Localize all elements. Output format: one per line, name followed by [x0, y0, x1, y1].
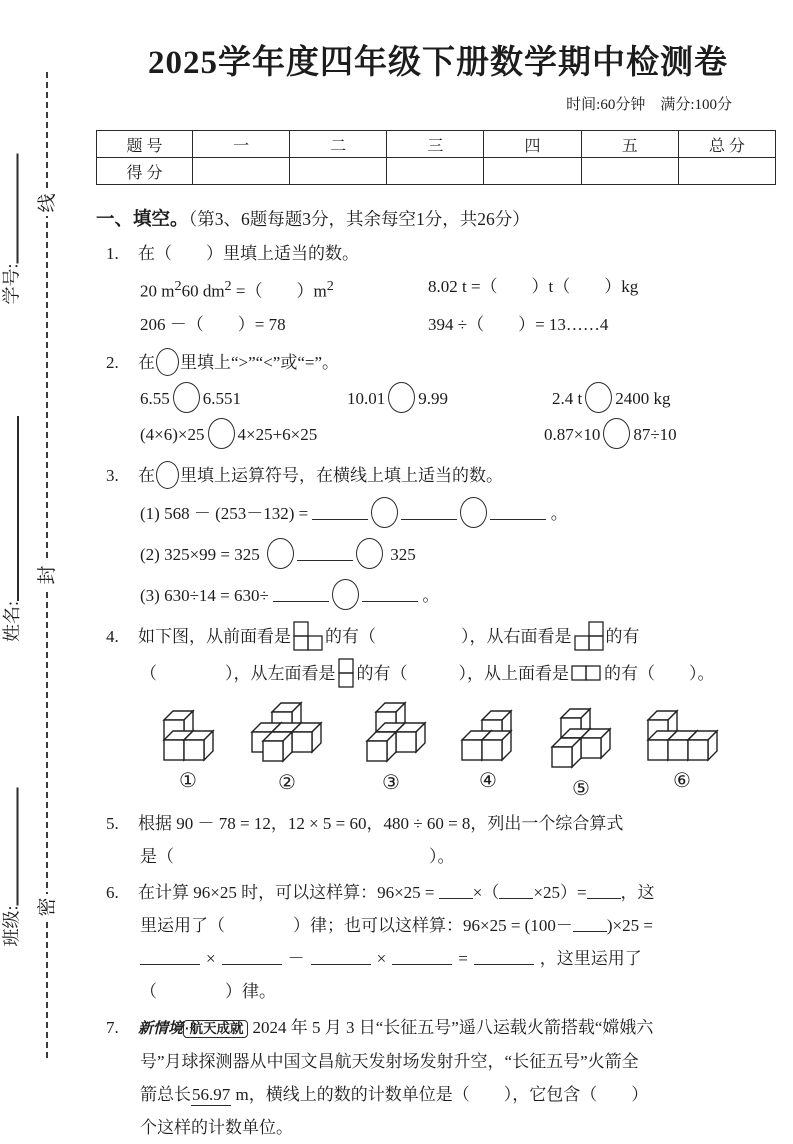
q6-number: 6.	[106, 882, 119, 902]
score-col-3: 三	[387, 131, 484, 158]
q6-operator: =	[458, 948, 468, 968]
q4-text: 的有（ ），从上面看是	[356, 663, 569, 683]
q1-sup: 2	[174, 278, 182, 294]
section-note: （第3、6题每题3分，其余每空1分，共26分）	[188, 209, 530, 229]
cube-drawing-2	[250, 698, 324, 764]
cube-figure-4	[458, 698, 518, 801]
q1-r1l-text: 60 dm	[181, 281, 225, 301]
figure-label: ①	[179, 769, 197, 792]
q6-text: ×（	[472, 882, 500, 902]
q6-text: ，这	[620, 882, 655, 902]
q6-text: （ ）律。	[140, 981, 276, 1001]
q6-line4	[96, 975, 780, 1008]
q6-line3	[96, 942, 780, 975]
compare-right: 4×25+6×25	[237, 424, 318, 444]
q1-r2l-text: 206 －（ ）= 78	[140, 314, 286, 334]
q1-prompt: 在（ ）里填上适当的数。	[138, 244, 359, 263]
q2-prompt-pre: 在	[138, 352, 155, 372]
exam-title: 2025学年度四年级下册数学期中检测卷	[148, 45, 728, 81]
q1-row1	[96, 270, 780, 308]
figure-label: ⑤	[572, 777, 590, 800]
compare-right: 87÷10	[633, 424, 677, 444]
figure-label: ②	[278, 771, 296, 794]
score-cell-empty	[387, 158, 484, 185]
answer-blank	[490, 513, 546, 520]
compare-right: 2400 kg	[615, 388, 671, 408]
q3-item3	[96, 579, 780, 612]
score-cell-empty	[193, 158, 290, 185]
compare-left: 0.87×10	[544, 424, 601, 444]
q5-text: 是（ ）。	[140, 846, 455, 866]
answer-blank	[297, 554, 353, 561]
compare-left: (4×6)×25	[140, 424, 205, 444]
score-col-1: 一	[193, 131, 290, 158]
cube-figure-3	[354, 698, 428, 801]
answer-circle	[332, 579, 359, 610]
shape-right-view-icon	[574, 621, 604, 651]
badge-aerospace: ·航天成就	[183, 1020, 248, 1038]
answer-blank	[273, 595, 329, 602]
shape-front-view-icon	[293, 621, 323, 651]
answer-circle	[267, 538, 294, 569]
exam-meta: 时间:60分钟 满分:100分	[566, 97, 732, 113]
answer-blank	[311, 958, 371, 965]
q2-compare-item	[140, 418, 544, 451]
section-title: 一、填空。	[96, 210, 189, 230]
q4-text: 的有	[605, 626, 640, 646]
seal-char-feng: 封	[27, 562, 69, 588]
answer-blank	[474, 958, 534, 965]
q2-row2	[96, 418, 780, 451]
student-id-field	[0, 153, 24, 304]
score-table-corner: 题 号	[97, 131, 193, 158]
badge-new-context: 新情境	[138, 1019, 184, 1037]
q7-text: 箭总长	[140, 1084, 191, 1104]
score-col-4: 四	[484, 131, 581, 158]
q6-text: 在计算 96×25 时，可以这样算：96×25 =	[138, 882, 435, 902]
cube-figure-5	[548, 698, 614, 801]
class-field	[0, 787, 24, 946]
score-cell-empty	[678, 158, 775, 185]
score-col-2: 二	[290, 131, 387, 158]
main-content	[96, 0, 780, 1144]
q2-prompt-line	[96, 346, 780, 379]
score-table-score-row	[97, 158, 776, 185]
answer-circle	[585, 382, 612, 413]
cube-drawing-1	[156, 698, 220, 762]
q7-text: 个这样的计数单位。	[140, 1117, 293, 1137]
figure-label: ⑥	[673, 769, 691, 792]
cube-drawing-3	[354, 698, 428, 764]
score-col-5: 五	[581, 131, 678, 158]
q7-number: 7.	[106, 1017, 119, 1037]
q3-prompt-pre: 在	[138, 465, 155, 485]
q3-item3-text: (3) 630÷14 = 630÷	[140, 585, 269, 605]
q7-text: m，横线上的数的计数单位是（ ），它包含（ ）	[231, 1084, 649, 1104]
shape-top-view-icon	[571, 665, 602, 682]
cube-figure-2	[250, 698, 324, 801]
q1-row2	[96, 308, 780, 341]
q1-r2r-text: 394 ÷（ ）= 13……4	[428, 314, 609, 334]
cube-drawing-5	[548, 698, 614, 770]
q1-r1l-text: 20 m	[140, 281, 175, 301]
score-cell-empty	[484, 158, 581, 185]
q4-number: 4.	[106, 626, 119, 646]
figure-label: ③	[382, 771, 400, 794]
answer-blank	[362, 595, 418, 602]
score-table-header-row	[97, 131, 776, 158]
q3-item1-text: (1) 568 － (253－132) =	[140, 503, 309, 523]
q6-text: ×25）=	[533, 882, 587, 902]
q6-line2	[96, 909, 780, 942]
answer-circle	[603, 418, 630, 449]
student-id-label: 学号:	[1, 263, 22, 305]
compare-left: 10.01	[347, 388, 386, 408]
score-table	[96, 130, 776, 185]
answer-blank	[312, 513, 368, 520]
q1-sup: 2	[224, 278, 232, 294]
answer-blank	[401, 513, 457, 520]
q3-item2	[96, 538, 780, 571]
answer-blank	[222, 958, 282, 965]
q1-r1r-text: 8.02 t =（ ）t（ ）kg	[428, 277, 639, 296]
q4-text: （ ），从左面看是	[140, 663, 336, 683]
compare-right: 9.99	[418, 388, 448, 408]
q3-item2-end: 325	[390, 544, 416, 564]
answer-blank	[499, 892, 533, 899]
student-id-blank-line	[7, 153, 19, 263]
answer-circle	[388, 382, 415, 413]
compare-right: 6.551	[202, 388, 241, 408]
q2-row1	[96, 382, 780, 415]
class-label: 班级:	[1, 905, 22, 947]
q3-prompt-post: 里填上运算符号，在横线上填上适当的数。	[180, 465, 503, 485]
shape-left-view-icon	[338, 658, 355, 689]
q7-line2	[96, 1045, 780, 1078]
q4-line1	[96, 620, 780, 653]
score-cell-empty	[290, 158, 387, 185]
q1-number: 1.	[106, 244, 119, 263]
q7-text: 号”月球探测器从中国文昌航天发射场发射升空，“长征五号”火箭全	[140, 1051, 639, 1071]
cube-drawing-4	[458, 698, 518, 762]
cube-figure-1	[156, 698, 220, 801]
answer-circle	[208, 418, 235, 449]
q2-prompt-post: 里填上“>”“<”或“=”。	[180, 352, 340, 372]
q3-item1-end: 。	[550, 503, 568, 523]
q2-compare-item	[140, 382, 347, 415]
context-badge	[138, 1018, 248, 1037]
q2-compare-item	[347, 382, 552, 415]
q7-line1	[96, 1011, 780, 1045]
q1-sup: 2	[326, 278, 334, 294]
figure-label: ④	[479, 769, 497, 792]
seal-char-mi: 密	[27, 894, 69, 920]
score-row-label: 得 分	[97, 158, 193, 185]
q1-r1l-text: =（ ）m	[231, 281, 327, 301]
q6-operator: －	[287, 948, 305, 968]
compare-left: 6.55	[140, 388, 170, 408]
cube-drawing-6	[644, 698, 720, 762]
q7-text: 2024 年 5 月 3 日“长征五号”遥八运载火箭搭载“嫦娥六	[252, 1017, 654, 1037]
q6-text: 里运用了（ ）律；也可以这样算：96×25 = (100－	[140, 915, 573, 935]
answer-blank	[392, 958, 452, 965]
answer-circle	[173, 382, 200, 413]
q7-line4	[96, 1111, 780, 1144]
compare-left: 2.4 t	[552, 388, 583, 408]
q6-line1	[96, 876, 780, 909]
q6-operator: ×	[376, 948, 387, 968]
answer-circle	[371, 497, 398, 528]
q6-operator: ×	[206, 948, 216, 968]
answer-circle	[156, 348, 179, 376]
q2-compare-item	[552, 382, 670, 415]
score-col-total: 总 分	[678, 131, 775, 158]
student-name-label: 姓名:	[2, 600, 23, 643]
q5-text: 根据 90 － 78 = 12，12 × 5 = 60，480 ÷ 60 = 8，列出一个综合算式	[138, 813, 624, 833]
answer-circle	[356, 538, 383, 569]
answer-blank	[573, 925, 607, 932]
q4-text: 的有（ ）。	[604, 663, 715, 683]
answer-blank	[587, 892, 621, 899]
student-name-field	[0, 416, 24, 642]
q6-text: ，这里运用了	[539, 948, 642, 968]
q3-item2-text: (2) 325×99 = 325	[140, 544, 260, 564]
class-blank-line	[7, 787, 19, 905]
answer-blank	[439, 892, 473, 899]
seal-char-xian: 线	[27, 190, 69, 216]
cube-figures-row	[96, 698, 780, 801]
q5-line2	[96, 840, 780, 873]
q6-text: )×25 =	[606, 915, 653, 935]
q2-compare-item	[544, 418, 677, 451]
q7-line3	[96, 1078, 780, 1111]
cube-figure-6	[644, 698, 720, 801]
q1-prompt-line	[96, 237, 780, 270]
score-cell-empty	[581, 158, 678, 185]
q5-number: 5.	[106, 813, 119, 833]
q3-item1	[96, 497, 780, 530]
underlined-number: 56.97	[192, 1084, 231, 1104]
answer-circle	[156, 461, 179, 489]
q4-text: 的有（ ），从右面看是	[325, 626, 572, 646]
q4-line2	[96, 657, 780, 690]
q3-number: 3.	[106, 465, 119, 485]
q3-prompt-line	[96, 459, 780, 492]
section-heading	[96, 205, 780, 231]
q5-line1	[96, 807, 780, 840]
q2-number: 2.	[106, 352, 119, 372]
answer-blank	[140, 958, 200, 965]
student-name-blank-line	[7, 416, 19, 601]
q1-item-area	[140, 270, 428, 308]
q4-text: 如下图，从前面看是	[138, 626, 291, 646]
answer-circle	[460, 497, 487, 528]
q3-item3-end: 。	[422, 585, 440, 605]
